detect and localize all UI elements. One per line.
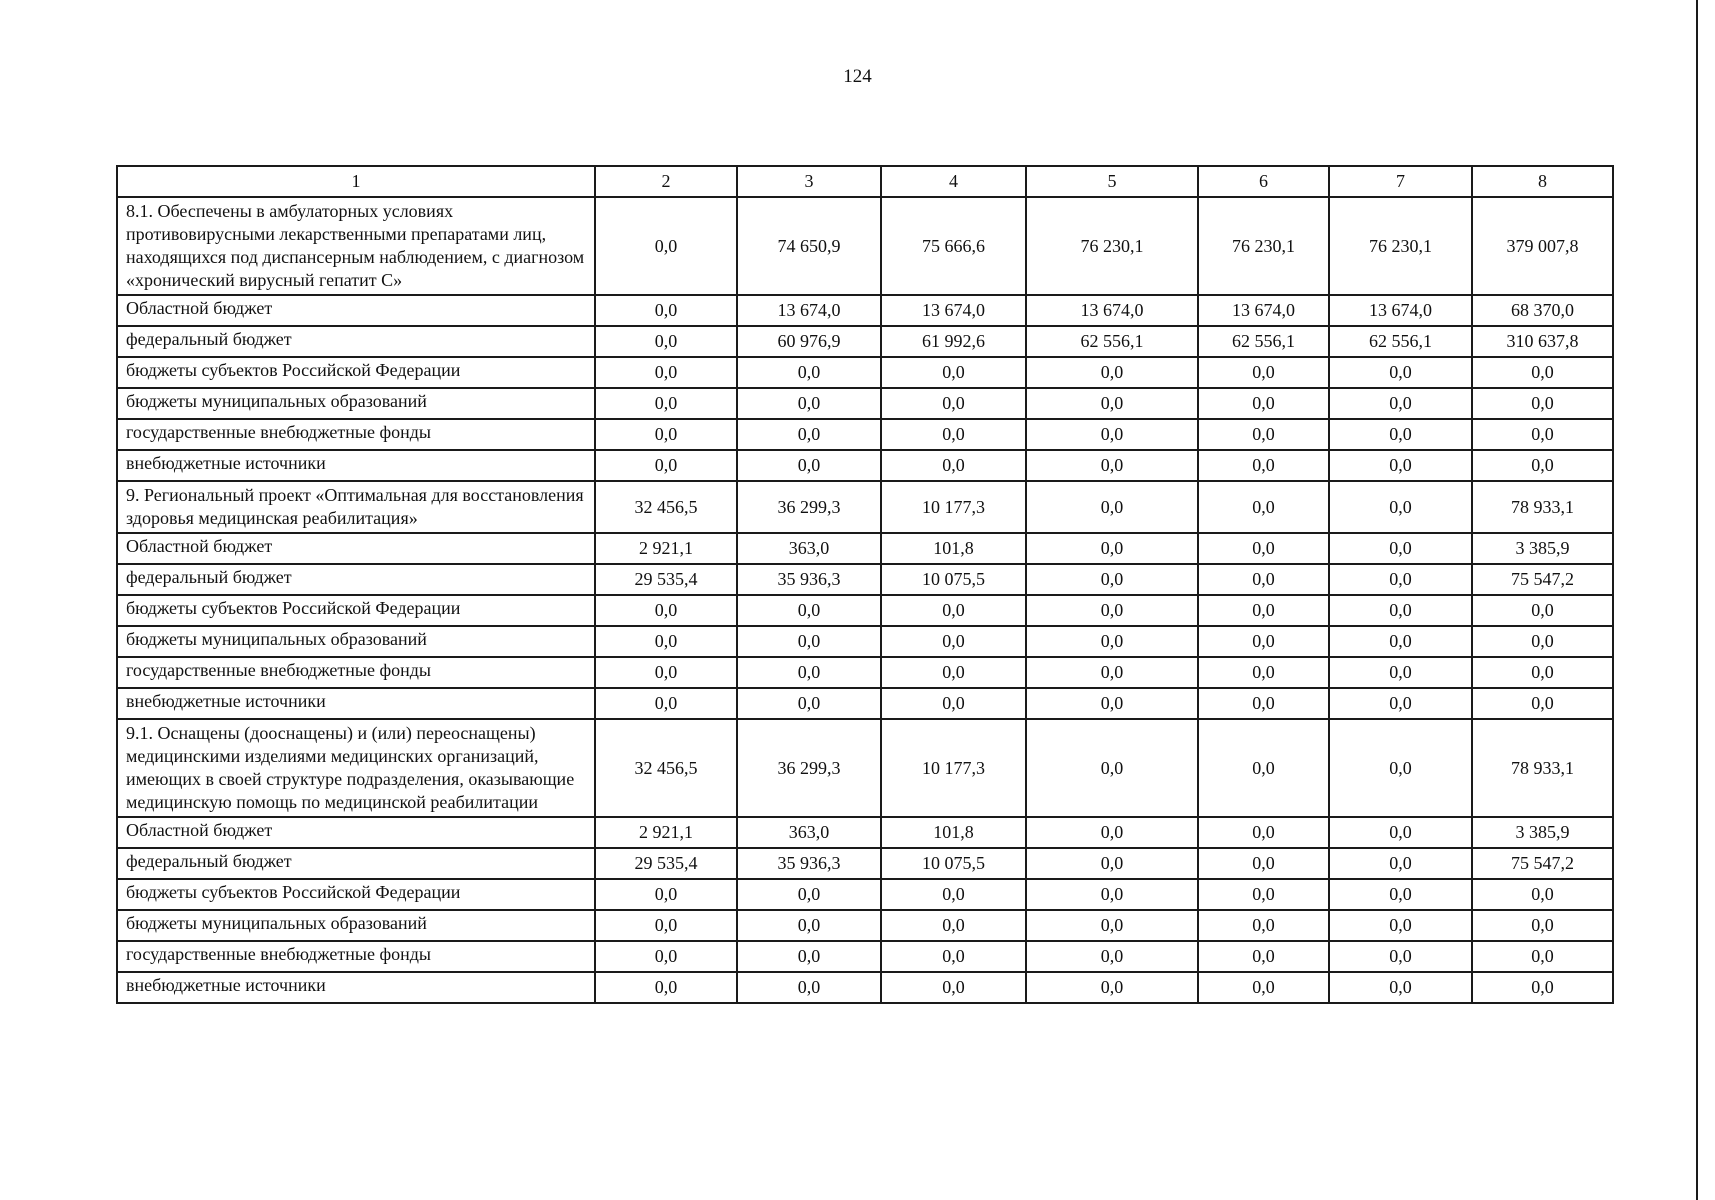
value-cell: 0,0 bbox=[1026, 688, 1198, 719]
row-label: бюджеты муниципальных образований bbox=[117, 626, 595, 657]
value-cell: 0,0 bbox=[737, 595, 881, 626]
value-cell: 0,0 bbox=[737, 626, 881, 657]
value-cell: 0,0 bbox=[737, 910, 881, 941]
value-cell: 76 230,1 bbox=[1329, 197, 1472, 295]
source-row bbox=[117, 972, 1613, 1003]
row-label: 9.1. Оснащены (дооснащены) и (или) переоснащены) медицинскими изделиями медицинских организаций, имеющих в своей структуре подразделения, оказывающие медицинскую помощь по медицинской реабилитации bbox=[117, 719, 595, 817]
row-label: Областной бюджет bbox=[117, 533, 595, 564]
value-cell: 0,0 bbox=[1329, 419, 1472, 450]
value-cell: 13 674,0 bbox=[737, 295, 881, 326]
column-number-header: 6 bbox=[1198, 166, 1329, 197]
row-label: бюджеты субъектов Российской Федерации bbox=[117, 357, 595, 388]
value-cell: 0,0 bbox=[1198, 848, 1329, 879]
value-cell: 10 075,5 bbox=[881, 564, 1026, 595]
value-cell: 0,0 bbox=[881, 879, 1026, 910]
row-label: внебюджетные источники bbox=[117, 450, 595, 481]
value-cell: 0,0 bbox=[1472, 595, 1613, 626]
value-cell: 0,0 bbox=[1198, 626, 1329, 657]
value-cell: 10 177,3 bbox=[881, 719, 1026, 817]
value-cell: 0,0 bbox=[595, 295, 737, 326]
group-row bbox=[117, 719, 1613, 817]
value-cell: 101,8 bbox=[881, 533, 1026, 564]
value-cell: 0,0 bbox=[1329, 879, 1472, 910]
budget-table bbox=[116, 165, 1614, 1004]
value-cell: 0,0 bbox=[1198, 533, 1329, 564]
value-cell: 75 547,2 bbox=[1472, 564, 1613, 595]
value-cell: 363,0 bbox=[737, 533, 881, 564]
value-cell: 29 535,4 bbox=[595, 848, 737, 879]
source-row bbox=[117, 388, 1613, 419]
value-cell: 101,8 bbox=[881, 817, 1026, 848]
column-number-header: 5 bbox=[1026, 166, 1198, 197]
source-row bbox=[117, 326, 1613, 357]
value-cell: 0,0 bbox=[881, 626, 1026, 657]
value-cell: 0,0 bbox=[1198, 481, 1329, 533]
value-cell: 0,0 bbox=[1329, 941, 1472, 972]
value-cell: 13 674,0 bbox=[1198, 295, 1329, 326]
value-cell: 0,0 bbox=[1472, 879, 1613, 910]
value-cell: 0,0 bbox=[737, 941, 881, 972]
source-row bbox=[117, 564, 1613, 595]
value-cell: 0,0 bbox=[1198, 595, 1329, 626]
value-cell: 0,0 bbox=[1329, 848, 1472, 879]
value-cell: 0,0 bbox=[1198, 357, 1329, 388]
source-row bbox=[117, 626, 1613, 657]
row-label: государственные внебюджетные фонды bbox=[117, 657, 595, 688]
page-edge-line bbox=[1696, 0, 1698, 1200]
value-cell: 0,0 bbox=[595, 595, 737, 626]
value-cell: 36 299,3 bbox=[737, 719, 881, 817]
value-cell: 35 936,3 bbox=[737, 564, 881, 595]
source-row bbox=[117, 595, 1613, 626]
value-cell: 35 936,3 bbox=[737, 848, 881, 879]
value-cell: 0,0 bbox=[1026, 657, 1198, 688]
value-cell: 0,0 bbox=[1472, 910, 1613, 941]
value-cell: 29 535,4 bbox=[595, 564, 737, 595]
value-cell: 0,0 bbox=[1472, 941, 1613, 972]
value-cell: 0,0 bbox=[1026, 357, 1198, 388]
value-cell: 0,0 bbox=[1329, 817, 1472, 848]
value-cell: 0,0 bbox=[595, 626, 737, 657]
value-cell: 0,0 bbox=[881, 450, 1026, 481]
column-number-header: 2 bbox=[595, 166, 737, 197]
value-cell: 0,0 bbox=[737, 879, 881, 910]
value-cell: 62 556,1 bbox=[1329, 326, 1472, 357]
value-cell: 0,0 bbox=[1198, 941, 1329, 972]
value-cell: 0,0 bbox=[881, 595, 1026, 626]
value-cell: 0,0 bbox=[881, 941, 1026, 972]
value-cell: 75 666,6 bbox=[881, 197, 1026, 295]
row-label: бюджеты субъектов Российской Федерации bbox=[117, 595, 595, 626]
value-cell: 0,0 bbox=[1198, 388, 1329, 419]
row-label: Областной бюджет bbox=[117, 295, 595, 326]
row-label: федеральный бюджет bbox=[117, 326, 595, 357]
value-cell: 3 385,9 bbox=[1472, 817, 1613, 848]
header-row bbox=[117, 166, 1613, 197]
value-cell: 0,0 bbox=[595, 197, 737, 295]
value-cell: 0,0 bbox=[1472, 419, 1613, 450]
value-cell: 32 456,5 bbox=[595, 481, 737, 533]
value-cell: 68 370,0 bbox=[1472, 295, 1613, 326]
value-cell: 0,0 bbox=[1329, 688, 1472, 719]
value-cell: 0,0 bbox=[1329, 910, 1472, 941]
value-cell: 0,0 bbox=[1026, 941, 1198, 972]
value-cell: 0,0 bbox=[1026, 388, 1198, 419]
value-cell: 0,0 bbox=[595, 357, 737, 388]
value-cell: 0,0 bbox=[1198, 657, 1329, 688]
value-cell: 0,0 bbox=[881, 357, 1026, 388]
value-cell: 13 674,0 bbox=[881, 295, 1026, 326]
source-row bbox=[117, 657, 1613, 688]
group-row bbox=[117, 197, 1613, 295]
value-cell: 0,0 bbox=[881, 972, 1026, 1003]
value-cell: 0,0 bbox=[595, 326, 737, 357]
value-cell: 0,0 bbox=[737, 388, 881, 419]
value-cell: 0,0 bbox=[1329, 564, 1472, 595]
value-cell: 0,0 bbox=[1026, 972, 1198, 1003]
row-label: государственные внебюджетные фонды bbox=[117, 941, 595, 972]
column-number-header: 3 bbox=[737, 166, 881, 197]
column-number-header: 1 bbox=[117, 166, 595, 197]
value-cell: 310 637,8 bbox=[1472, 326, 1613, 357]
value-cell: 0,0 bbox=[881, 688, 1026, 719]
value-cell: 10 075,5 bbox=[881, 848, 1026, 879]
value-cell: 0,0 bbox=[1026, 533, 1198, 564]
value-cell: 0,0 bbox=[1198, 719, 1329, 817]
value-cell: 74 650,9 bbox=[737, 197, 881, 295]
value-cell: 0,0 bbox=[737, 972, 881, 1003]
value-cell: 62 556,1 bbox=[1026, 326, 1198, 357]
value-cell: 78 933,1 bbox=[1472, 481, 1613, 533]
value-cell: 0,0 bbox=[1329, 357, 1472, 388]
value-cell: 62 556,1 bbox=[1198, 326, 1329, 357]
row-label: бюджеты муниципальных образований bbox=[117, 388, 595, 419]
value-cell: 76 230,1 bbox=[1198, 197, 1329, 295]
value-cell: 0,0 bbox=[1026, 879, 1198, 910]
value-cell: 0,0 bbox=[1472, 388, 1613, 419]
source-row bbox=[117, 357, 1613, 388]
value-cell: 0,0 bbox=[595, 879, 737, 910]
value-cell: 32 456,5 bbox=[595, 719, 737, 817]
value-cell: 2 921,1 bbox=[595, 533, 737, 564]
value-cell: 0,0 bbox=[1198, 879, 1329, 910]
value-cell: 0,0 bbox=[1329, 533, 1472, 564]
value-cell: 13 674,0 bbox=[1329, 295, 1472, 326]
value-cell: 0,0 bbox=[1198, 450, 1329, 481]
value-cell: 0,0 bbox=[1198, 419, 1329, 450]
value-cell: 0,0 bbox=[737, 450, 881, 481]
column-number-header: 8 bbox=[1472, 166, 1613, 197]
source-row bbox=[117, 910, 1613, 941]
value-cell: 0,0 bbox=[1026, 450, 1198, 481]
table-body bbox=[117, 166, 1613, 1003]
value-cell: 0,0 bbox=[1198, 817, 1329, 848]
value-cell: 0,0 bbox=[1472, 657, 1613, 688]
value-cell: 0,0 bbox=[1026, 481, 1198, 533]
value-cell: 0,0 bbox=[881, 657, 1026, 688]
value-cell: 0,0 bbox=[595, 910, 737, 941]
value-cell: 0,0 bbox=[1026, 910, 1198, 941]
value-cell: 78 933,1 bbox=[1472, 719, 1613, 817]
value-cell: 0,0 bbox=[595, 688, 737, 719]
value-cell: 0,0 bbox=[1472, 688, 1613, 719]
value-cell: 3 385,9 bbox=[1472, 533, 1613, 564]
row-label: 9. Региональный проект «Оптимальная для восстановления здоровья медицинская реабилитация» bbox=[117, 481, 595, 533]
value-cell: 0,0 bbox=[1198, 688, 1329, 719]
value-cell: 379 007,8 bbox=[1472, 197, 1613, 295]
value-cell: 0,0 bbox=[1329, 388, 1472, 419]
row-label: бюджеты муниципальных образований bbox=[117, 910, 595, 941]
value-cell: 0,0 bbox=[737, 357, 881, 388]
value-cell: 36 299,3 bbox=[737, 481, 881, 533]
row-label: федеральный бюджет bbox=[117, 848, 595, 879]
value-cell: 0,0 bbox=[595, 972, 737, 1003]
value-cell: 0,0 bbox=[1472, 450, 1613, 481]
row-label: Областной бюджет bbox=[117, 817, 595, 848]
value-cell: 75 547,2 bbox=[1472, 848, 1613, 879]
source-row bbox=[117, 688, 1613, 719]
value-cell: 0,0 bbox=[595, 450, 737, 481]
value-cell: 0,0 bbox=[1329, 657, 1472, 688]
value-cell: 0,0 bbox=[1472, 626, 1613, 657]
source-row bbox=[117, 848, 1613, 879]
row-label: государственные внебюджетные фонды bbox=[117, 419, 595, 450]
source-row bbox=[117, 879, 1613, 910]
value-cell: 0,0 bbox=[1026, 564, 1198, 595]
source-row bbox=[117, 817, 1613, 848]
value-cell: 0,0 bbox=[1472, 972, 1613, 1003]
source-row bbox=[117, 295, 1613, 326]
value-cell: 0,0 bbox=[1026, 848, 1198, 879]
value-cell: 0,0 bbox=[1329, 626, 1472, 657]
source-row bbox=[117, 450, 1613, 481]
value-cell: 60 976,9 bbox=[737, 326, 881, 357]
value-cell: 0,0 bbox=[1329, 481, 1472, 533]
value-cell: 13 674,0 bbox=[1026, 295, 1198, 326]
value-cell: 0,0 bbox=[1026, 626, 1198, 657]
value-cell: 0,0 bbox=[881, 910, 1026, 941]
value-cell: 0,0 bbox=[595, 657, 737, 688]
value-cell: 0,0 bbox=[737, 688, 881, 719]
row-label: федеральный бюджет bbox=[117, 564, 595, 595]
value-cell: 10 177,3 bbox=[881, 481, 1026, 533]
group-row bbox=[117, 481, 1613, 533]
row-label: 8.1. Обеспечены в амбулаторных условиях противовирусными лекарственными препаратами лиц, находящихся под диспансерным наблюдением, с диагнозом «хронический вирусный гепатит С» bbox=[117, 197, 595, 295]
source-row bbox=[117, 941, 1613, 972]
column-number-header: 7 bbox=[1329, 166, 1472, 197]
value-cell: 0,0 bbox=[1329, 450, 1472, 481]
page-number: 124 bbox=[843, 66, 872, 87]
value-cell: 0,0 bbox=[1026, 719, 1198, 817]
source-row bbox=[117, 419, 1613, 450]
value-cell: 363,0 bbox=[737, 817, 881, 848]
value-cell: 0,0 bbox=[1329, 719, 1472, 817]
value-cell: 0,0 bbox=[881, 388, 1026, 419]
value-cell: 0,0 bbox=[1472, 357, 1613, 388]
source-row bbox=[117, 533, 1613, 564]
value-cell: 0,0 bbox=[595, 419, 737, 450]
row-label: внебюджетные источники bbox=[117, 972, 595, 1003]
value-cell: 0,0 bbox=[1329, 972, 1472, 1003]
row-label: внебюджетные источники bbox=[117, 688, 595, 719]
row-label: бюджеты субъектов Российской Федерации bbox=[117, 879, 595, 910]
value-cell: 61 992,6 bbox=[881, 326, 1026, 357]
value-cell: 0,0 bbox=[737, 657, 881, 688]
value-cell: 0,0 bbox=[1198, 910, 1329, 941]
value-cell: 76 230,1 bbox=[1026, 197, 1198, 295]
value-cell: 0,0 bbox=[881, 419, 1026, 450]
column-number-header: 4 bbox=[881, 166, 1026, 197]
value-cell: 0,0 bbox=[1026, 595, 1198, 626]
value-cell: 0,0 bbox=[1026, 419, 1198, 450]
value-cell: 0,0 bbox=[1198, 972, 1329, 1003]
value-cell: 0,0 bbox=[1329, 595, 1472, 626]
value-cell: 0,0 bbox=[1026, 817, 1198, 848]
value-cell: 2 921,1 bbox=[595, 817, 737, 848]
value-cell: 0,0 bbox=[1198, 564, 1329, 595]
value-cell: 0,0 bbox=[737, 419, 881, 450]
value-cell: 0,0 bbox=[595, 388, 737, 419]
value-cell: 0,0 bbox=[595, 941, 737, 972]
